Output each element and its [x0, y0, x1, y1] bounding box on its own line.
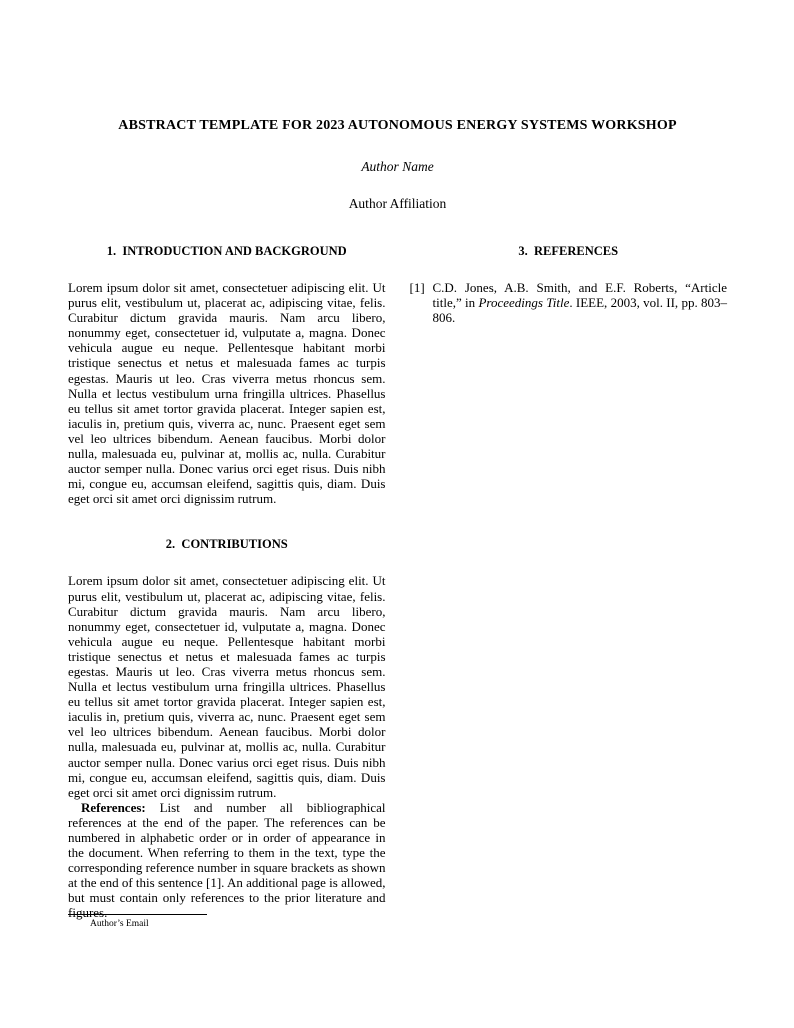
references-note-lead: References: [81, 799, 146, 815]
reference-text-pre: C.D. Jones, A.B. Smith, and E.F. Roberts, “Article title,” in [432, 280, 727, 311]
section-heading-contributions: 2. CONTRIBUTIONS [165, 537, 288, 552]
right-column [410, 244, 728, 921]
reference-text [433, 280, 728, 325]
reference-item [410, 280, 728, 325]
footnote-rule [68, 914, 207, 915]
references-note-text: List and number all bibliographical references at the end of the paper. The references can be numbered in alphabetic order or in order of appearance in the document. When referring to them in the text, type the corresponding reference number in square brackets as shown at the end of this sentence [1]. An additional page is allowed, but must contain only references to the prior literature and figures. [68, 799, 386, 921]
reference-proceedings-title: Proceedings Title [478, 295, 570, 311]
contributions-paragraph: Lorem ipsum dolor sit amet, consectetuer adipiscing elit. Ut purus elit, vestibulum ut, placerat ac, adipiscing vitae, felis. Curabitur dictum gravida mauris. Nam arcu libero, nonummy eget, consectetuer id, vulputate a, magna. Donec vehicula augue eu neque. Pellentesque habitant morbi tristique senectus et netus et malesuada fames ac turpis egestas. Mauris ut leo. Cras viverra metus rhoncus sem. Nulla et lectus vestibulum urna fringilla ultrices. Phasellus eu tellus sit amet tortor gravida placerat. Integer sapien est, iaculis in, pretium quis, viverra ac, nunc. Praesent eget sem vel leo ultrices bibendum. Aenean faucibus. Morbi dolor nulla, malesuada eu, pulvinar at, mollis ac, nulla. Curabitur auctor semper nulla. Donec varius orci eget risus. Duis nibh mi, congue eu, accumsan eleifend, sagittis quis, diam. Duis eget orci sit amet orci dignissim rutrum. [68, 573, 386, 800]
section-heading-references: 3. REFERENCES [518, 244, 619, 258]
references-note-paragraph [68, 800, 386, 921]
left-column [68, 244, 386, 921]
author-name: Author Name [361, 159, 434, 174]
page-title: ABSTRACT TEMPLATE FOR 2023 AUTONOMOUS ENERGY SYSTEMS WORKSHOP [118, 118, 677, 133]
footnote-text: Author’s Email [90, 919, 149, 929]
two-column-body [68, 244, 727, 921]
introduction-paragraph: Lorem ipsum dolor sit amet, consectetuer adipiscing elit. Ut purus elit, vestibulum ut, placerat ac, adipiscing vitae, felis. Curabitur dictum gravida mauris. Nam arcu libero, nonummy eget, consectetuer id, vulputate a, magna. Donec vehicula augue eu neque. Pellentesque habitant morbi tristique senectus et netus et malesuada fames ac turpis egestas. Mauris ut leo. Cras viverra metus rhoncus sem. Nulla et lectus vestibulum urna fringilla ultrices. Phasellus eu tellus sit amet tortor gravida placerat. Integer sapien est, iaculis in, pretium quis, viverra ac, nunc. Praesent eget sem vel leo ultrices bibendum. Aenean faucibus. Morbi dolor nulla, malesuada eu, pulvinar at, mollis ac, nulla. Curabitur auctor semper nulla. Donec varius orci eget risus. Duis nibh mi, congue eu, accumsan eleifend, sagittis quis, diam. Duis eget orci sit amet orci dignissim rutrum. [68, 280, 386, 507]
footnote [68, 914, 207, 929]
section-heading-introduction: 1. INTRODUCTION AND BACKGROUND [106, 244, 347, 258]
reference-label: [1] [409, 280, 425, 295]
author-affiliation: Author Affiliation [348, 196, 447, 211]
reference-text-post: . IEEE, 2003, vol. II, pp. 803–806. [432, 295, 727, 326]
